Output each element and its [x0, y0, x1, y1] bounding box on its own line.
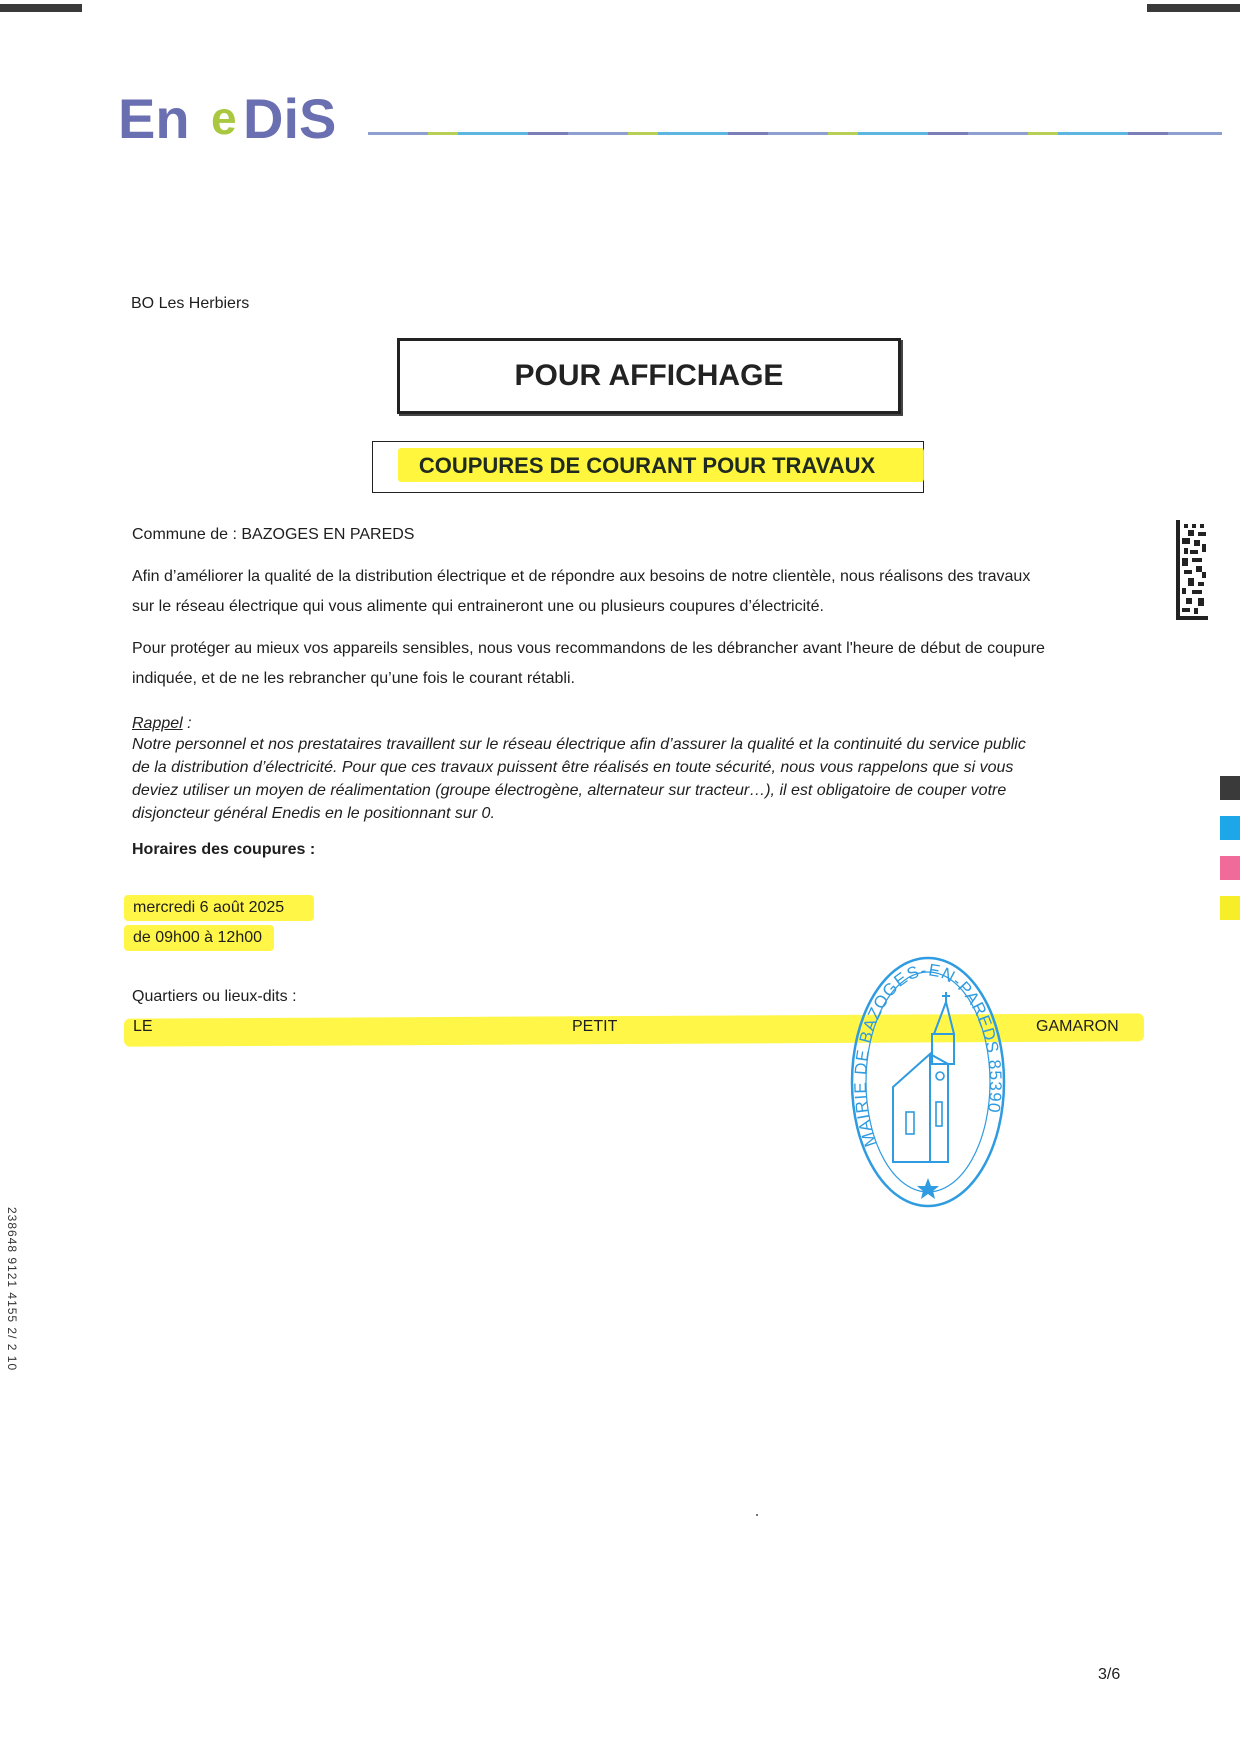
advice-line-2: indiquée, et de ne les rebrancher qu’une fois le courant rétabli. [132, 670, 575, 687]
scan-speck [756, 1514, 758, 1516]
svg-text:MAIRIE DE BAZOGES-EN-PAREDS 85: MAIRIE DE BAZOGES-EN-PAREDS 85390 [850, 960, 1006, 1150]
matrix-graphic [1176, 520, 1208, 620]
reminder-colon: : [182, 715, 192, 732]
reminder-label-text: Rappel [132, 715, 183, 732]
swatch-yellow [1220, 896, 1240, 920]
header-rule [368, 132, 1222, 135]
locations-heading: Quartiers ou lieux-dits : [132, 988, 297, 1005]
stamp-graphic [848, 952, 1008, 1212]
location-word-gamaron: GAMARON [1036, 1018, 1119, 1035]
town-hall-stamp [848, 952, 1008, 1212]
schedule-heading: Horaires des coupures : [132, 841, 316, 858]
reminder-line-4: disjoncteur général Enedis en le positionnant sur 0. [132, 805, 495, 822]
subtitle: COUPURES DE COURANT POUR TRAVAUX [418, 453, 876, 478]
reminder-line-3: deviez utiliser un moyen de réalimentation (groupe électrogène, alternateur sur tracteur…), il est obligatoire de couper votre [132, 782, 1007, 799]
svg-text:En: En [118, 90, 190, 150]
page-title: POUR AFFICHAGE [514, 359, 784, 392]
location-word-petit: PETIT [572, 1018, 618, 1035]
swatch-cyan [1220, 816, 1240, 840]
data-matrix-code [1176, 520, 1208, 620]
scan-mark-left [0, 4, 82, 12]
outage-date: mercredi 6 août 2025 [133, 899, 285, 916]
office-name: BO Les Herbiers [131, 295, 250, 312]
enedis-logo [118, 90, 358, 150]
title-box [397, 338, 901, 414]
commune-line: Commune de : BAZOGES EN PAREDS [132, 526, 415, 543]
reminder-line-2: de la distribution d’électricité. Pour que ces travaux puissent être réalisés en toute sécurité, nous vous rappelons que si vous [132, 759, 1014, 776]
svg-text:DiS: DiS [243, 90, 337, 150]
swatch-black [1220, 776, 1240, 800]
location-word-le: LE [133, 1018, 153, 1035]
page-number: 3/6 [1098, 1666, 1121, 1683]
intro-line-1: Afin d’améliorer la qualité de la distribution électrique et de répondre aux besoins de notre clientèle, nous réalisons des travaux [132, 568, 1031, 585]
scan-mark-right [1147, 4, 1240, 12]
swatch-magenta [1220, 856, 1240, 880]
enedis-logo-graphic [118, 90, 358, 150]
svg-text:e: e [211, 92, 237, 144]
intro-line-2: sur le réseau électrique qui vous alimente qui entraineront une ou plusieurs coupures d’électricité. [132, 598, 824, 615]
outage-time: de 09h00 à 12h00 [133, 929, 263, 946]
scan-side-code: 238648 9121 4155 2/ 2 10 [5, 1207, 19, 1372]
advice-line-1: Pour protéger au mieux vos appareils sensibles, nous vous recommandons de les débrancher avant l'heure de début de coupure [132, 640, 1045, 657]
reminder-label [132, 712, 192, 735]
reminder-line-1: Notre personnel et nos prestataires travaillent sur le réseau électrique afin d’assurer la qualité et la continuité du service public [132, 736, 1026, 753]
